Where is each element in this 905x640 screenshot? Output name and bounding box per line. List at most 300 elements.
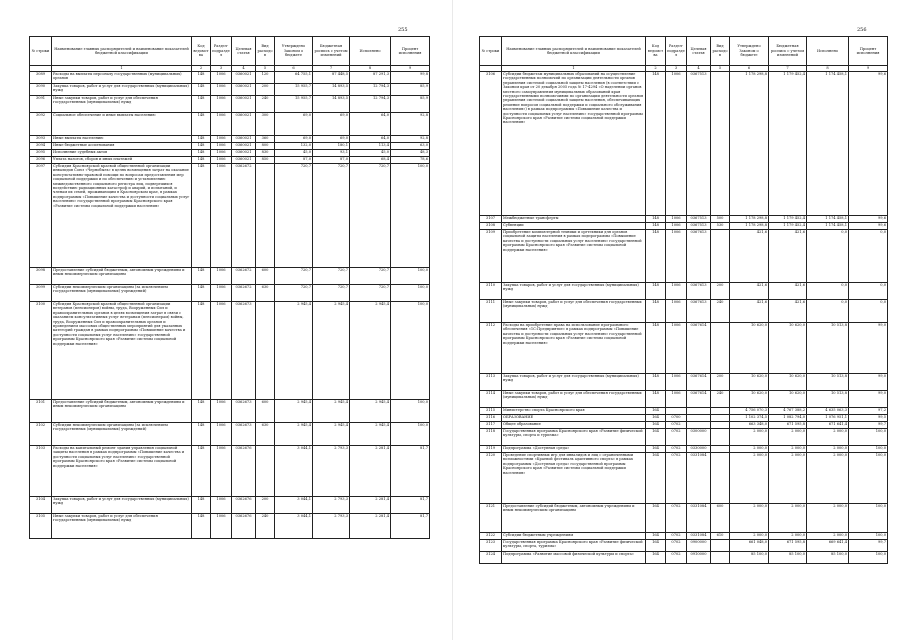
page-number: 255	[398, 27, 408, 33]
execution-percent: 0,0	[849, 230, 888, 283]
budget-list-amount: 1 179 452,4	[769, 72, 807, 216]
header-cell: Вид расходов	[711, 37, 730, 66]
header-cell: Исполнено	[350, 37, 391, 66]
column-number: 6	[730, 66, 769, 72]
table-row	[480, 422, 888, 429]
budget-list-amount: 1 082 794,0	[769, 415, 807, 422]
ministry-code: 148	[192, 143, 211, 150]
execution-percent: 81,7	[391, 514, 430, 539]
execution-percent: 99,6	[849, 216, 888, 223]
execution-percent: 100,0	[849, 446, 888, 453]
target-article: 0910000	[687, 552, 711, 564]
budget-list-amount: 720,7	[313, 285, 350, 302]
approved-amount: 3 044,1	[275, 514, 313, 539]
execution-percent: 99,8	[391, 72, 430, 84]
executed-amount: 2 945,4	[350, 423, 391, 446]
item-name: Предоставление субсидий бюджетным, автономным учреждениям и иным некоммерческим организациям	[52, 400, 192, 423]
item-name: Расходы на выплаты персоналу государственных (муниципальных) органов	[52, 72, 192, 84]
row-number: 3118	[480, 429, 502, 446]
table-row	[480, 429, 888, 446]
expense-type: 600	[711, 504, 730, 533]
executed-amount: 2 945,4	[350, 400, 391, 423]
item-name: Закупка товаров, работ и услуг для государственных (муниципальных) нужд	[52, 84, 192, 96]
row-number: 3111	[480, 300, 502, 323]
ministry-code: 148	[192, 400, 211, 423]
executed-amount: 1 174 458,1	[807, 216, 849, 223]
ministry-code: 148	[646, 230, 666, 283]
item-name: Субсидии некоммерческим организациям (за исключением государственных (муниципальных) учреждений)	[52, 285, 192, 302]
row-number: 3105	[30, 514, 52, 539]
target-article: 0330000	[687, 446, 711, 453]
target-article: 0331084	[687, 453, 711, 504]
row-number: 3109	[480, 230, 502, 283]
header-cell: Наименование главных распорядителей и наименование показателей бюджетной классификации	[52, 37, 192, 66]
table-body	[480, 72, 888, 564]
ministry-code: 148	[192, 268, 211, 285]
execution-percent: 81,7	[391, 497, 430, 514]
ministry-code: 148	[646, 216, 666, 223]
expense-type: 240	[256, 514, 275, 539]
budget-list-amount: 93,1	[313, 150, 350, 157]
table-row	[480, 415, 888, 422]
section-code: 1006	[211, 136, 232, 143]
table-row	[30, 400, 430, 423]
executed-amount: 1 076 951,1	[807, 415, 849, 422]
table-row	[30, 285, 430, 302]
row-number: 3094	[30, 143, 52, 150]
section-code: 0702	[666, 504, 687, 533]
expense-type: 630	[256, 423, 275, 446]
budget-list-amount: 2 793,3	[313, 446, 350, 497]
target-article: 0362672	[232, 268, 256, 285]
column-number: 1	[502, 66, 646, 72]
section-code: 0702	[666, 453, 687, 504]
target-article: 0367614	[687, 374, 711, 391]
target-article: 0367614	[687, 391, 711, 408]
row-number: 3107	[480, 216, 502, 223]
execution-percent: 100,0	[849, 429, 888, 446]
ministry-code: 148	[646, 72, 666, 216]
execution-percent: 99,0	[849, 323, 888, 374]
table-row	[30, 113, 430, 136]
section-code: 1006	[666, 72, 687, 216]
ministry-code: 148	[192, 136, 211, 143]
page-left	[0, 0, 452, 640]
column-number: 4	[687, 66, 711, 72]
executed-amount: 10 513,8	[807, 374, 849, 391]
ministry-code: 164	[646, 422, 666, 429]
ministry-code: 148	[192, 164, 211, 268]
page-number: 256	[857, 27, 867, 33]
item-name: Иные бюджетные ассигнования	[52, 143, 192, 150]
approved-amount: 2 000,0	[730, 533, 769, 540]
executed-amount: 2 000,0	[807, 533, 849, 540]
budget-list-amount: 2 793,3	[313, 497, 350, 514]
row-number: 3102	[30, 423, 52, 446]
column-number: 4	[232, 66, 256, 72]
item-name: Предоставление субсидий бюджетным, автономным учреждениям и иным некоммерческим организациям	[52, 268, 192, 285]
budget-list-amount: 69,0	[313, 113, 350, 136]
column-number: 8	[350, 66, 391, 72]
column-number: 5	[711, 66, 730, 72]
header-cell: Бюджетная роспись с учетом изменений	[313, 37, 350, 66]
expense-type	[256, 302, 275, 400]
executed-amount: 45,0	[350, 150, 391, 157]
column-number: 3	[666, 66, 687, 72]
row-number: 3095	[30, 150, 52, 157]
row-number: 3092	[30, 113, 52, 136]
expense-type: 800	[256, 143, 275, 150]
table-row	[480, 453, 888, 504]
approved-amount: 720,7	[275, 285, 313, 302]
item-name: Субвенции	[502, 223, 646, 230]
expense-type	[711, 323, 730, 374]
table-row	[30, 268, 430, 285]
approved-amount: 45,0	[275, 150, 313, 157]
row-number: 3116	[480, 415, 502, 422]
approved-amount: 10 620,0	[730, 323, 769, 374]
header-cell: Процент исполнения	[391, 37, 430, 66]
header-cell: Утверждено Законом о бюджете	[275, 37, 313, 66]
executed-amount: 113,4	[350, 143, 391, 150]
section-code: 1006	[211, 446, 232, 497]
budget-list-amount: 2 000,0	[769, 446, 807, 453]
execution-percent: 100,0	[391, 302, 430, 400]
ministry-code: 164	[646, 552, 666, 564]
column-number: 1	[52, 66, 192, 72]
execution-percent: 99,7	[849, 422, 888, 429]
executed-amount: 68,4	[350, 157, 391, 164]
section-code: 1006	[211, 285, 232, 302]
table-row	[480, 391, 888, 408]
row-number: 3108	[480, 223, 502, 230]
budget-list-amount: 14 893,5	[313, 96, 350, 113]
row-number: 3119	[480, 446, 502, 453]
table-row	[480, 223, 888, 230]
expense-type	[711, 422, 730, 429]
item-name: Иные выплаты населению	[52, 136, 192, 143]
row-number: 3104	[30, 497, 52, 514]
expense-type	[711, 429, 730, 446]
target-article: 0362676	[232, 497, 256, 514]
target-article: 0300000	[687, 429, 711, 446]
row-number: 3099	[30, 285, 52, 302]
item-name: Закупка товаров, работ и услуг для государственных (муниципальных) нужд	[502, 283, 646, 300]
expense-type: 360	[256, 136, 275, 143]
column-number: 3	[211, 66, 232, 72]
executed-amount: 64,0	[350, 136, 391, 143]
target-article	[687, 422, 711, 429]
target-article: 0362673	[232, 302, 256, 400]
row-number: 3113	[480, 374, 502, 391]
table-row	[30, 446, 430, 497]
section-code: 1006	[211, 302, 232, 400]
row-number: 3115	[480, 408, 502, 415]
row-number: 3106	[480, 72, 502, 216]
approved-amount: 15 955,7	[275, 84, 313, 96]
budget-table	[29, 36, 430, 539]
section-code: 1006	[211, 157, 232, 164]
expense-type: 240	[256, 96, 275, 113]
ministry-code: 148	[646, 283, 666, 300]
execution-percent: 99,0	[849, 374, 888, 391]
table-row	[480, 230, 888, 283]
ministry-code: 148	[646, 323, 666, 374]
expense-type: 850	[256, 157, 275, 164]
table-header	[480, 37, 888, 72]
column-number: 6	[275, 66, 313, 72]
table-row	[30, 164, 430, 268]
target-article: 0362673	[232, 423, 256, 446]
section-code: 1006	[666, 374, 687, 391]
ministry-code: 148	[192, 96, 211, 113]
executed-amount: 10 513,8	[807, 391, 849, 408]
row-number: 3089	[30, 72, 52, 84]
expense-type: 610	[711, 533, 730, 540]
target-article: 0331084	[687, 504, 711, 533]
expense-type: 200	[256, 84, 275, 96]
table-row	[480, 446, 888, 453]
section-code: 0702	[666, 540, 687, 552]
execution-percent: 63,0	[391, 143, 430, 150]
ministry-code: 164	[646, 540, 666, 552]
approved-amount: 421,6	[730, 300, 769, 323]
budget-list-amount: 4 767 388,2	[769, 408, 807, 415]
target-article: 0360021	[232, 72, 256, 84]
target-article: 0360021	[232, 157, 256, 164]
executed-amount: 2 000,0	[807, 453, 849, 504]
header-cell: № строки	[480, 37, 502, 66]
row-number: 3117	[480, 422, 502, 429]
executed-amount: 669 641,4	[807, 540, 849, 552]
budget-list-amount: 421,6	[769, 300, 807, 323]
execution-percent: 48,3	[391, 150, 430, 157]
executed-amount: 720,7	[350, 164, 391, 268]
section-code: 1006	[666, 216, 687, 223]
header-cell: Код ведомства	[192, 37, 211, 66]
table-row	[30, 514, 430, 539]
item-name: Иные закупки товаров, работ и услуг для обеспечения государственных (муниципальных) нужд	[52, 96, 192, 113]
section-code: 0702	[666, 552, 687, 564]
budget-list-amount: 671 595,8	[769, 540, 807, 552]
row-number: 3090	[30, 84, 52, 96]
expense-type	[711, 540, 730, 552]
budget-list-amount: 85 100,0	[769, 552, 807, 564]
item-name: Исполнение судебных актов	[52, 150, 192, 157]
item-name: Приобретение компьютерной техники и оргтехники для органов социальной защиты населения в рамках подпрограммы «Повышение качества и доступности социальных услуг населению» государственной программы Красноярского края «Развитие системы социальной поддержки населения»	[502, 230, 646, 283]
approved-amount: 87,0	[275, 157, 313, 164]
item-name: Подпрограмма «Доступная среда»	[502, 446, 646, 453]
budget-list-amount: 14 893,5	[313, 84, 350, 96]
target-article: 0360021	[232, 136, 256, 143]
expense-type	[711, 415, 730, 422]
ministry-code: 148	[192, 150, 211, 157]
item-name: Иные закупки товаров, работ и услуг для обеспечения государственных (муниципальных) нужд	[502, 300, 646, 323]
table-row	[480, 283, 888, 300]
header-cell: Вид расходов	[256, 37, 275, 66]
executed-amount: 1 174 458,1	[807, 72, 849, 216]
executed-amount: 0,0	[807, 230, 849, 283]
executed-amount: 0,0	[807, 283, 849, 300]
ministry-code: 148	[192, 157, 211, 164]
table-row	[480, 533, 888, 540]
target-article: 0367614	[687, 323, 711, 374]
executed-amount: 1 174 458,1	[807, 223, 849, 230]
column-number: 9	[849, 66, 888, 72]
target-article: 0360021	[232, 113, 256, 136]
section-code: 1006	[211, 84, 232, 96]
budget-list-amount: 10 620,0	[769, 374, 807, 391]
section-code: 1006	[211, 150, 232, 157]
item-name: Расходы на приобретение права на использование программного обеспечения «1С:Предприятие» в рамках подпрограммы «Повышение качества и доступности социальных услуг населению» государственной программы Красноярского края «Развитие системы социальной поддержки населения»	[502, 323, 646, 374]
section-code: 1006	[211, 268, 232, 285]
item-name: Государственная программа Красноярского края «Развитие физической культуры, спорта и туризма»	[502, 429, 646, 446]
execution-percent: 99,7	[849, 540, 888, 552]
section-code: 1006	[211, 423, 232, 446]
table-row	[480, 300, 888, 323]
item-name: Закупка товаров, работ и услуг для государственных (муниципальных) нужд	[502, 374, 646, 391]
ministry-code: 148	[192, 423, 211, 446]
budget-list-amount: 720,7	[313, 268, 350, 285]
header-cell: Наименование главных распорядителей и наименование показателей бюджетной классификации	[502, 37, 646, 66]
approved-amount: 1 178 298,8	[730, 223, 769, 230]
approved-amount: 10 620,0	[730, 374, 769, 391]
table-row	[480, 216, 888, 223]
target-article: 0362672	[232, 285, 256, 302]
budget-list-amount: 2 000,0	[769, 453, 807, 504]
section-code: 1006	[666, 230, 687, 283]
header-cell: Раздел-подраздел	[666, 37, 687, 66]
approved-amount: 4 756 070,3	[730, 408, 769, 415]
executed-amount: 2 000,0	[807, 429, 849, 446]
expense-type: 500	[711, 216, 730, 223]
ministry-code: 164	[646, 415, 666, 422]
section-code: 0702	[666, 429, 687, 446]
execution-percent: 78,6	[391, 157, 430, 164]
target-article: 0360021	[232, 96, 256, 113]
budget-list-amount: 2 945,4	[313, 400, 350, 423]
approved-amount: 2 000,0	[730, 453, 769, 504]
execution-percent: 81,7	[391, 446, 430, 497]
table-row	[480, 72, 888, 216]
row-number: 3097	[30, 164, 52, 268]
approved-amount: 2 000,0	[730, 504, 769, 533]
approved-amount: 69,0	[275, 113, 313, 136]
expense-type	[711, 408, 730, 415]
budget-list-amount: 87,0	[313, 157, 350, 164]
executed-amount: 2 945,4	[350, 302, 391, 400]
expense-type: 240	[711, 300, 730, 323]
item-name: Межбюджетные трансферты	[502, 216, 646, 223]
item-name: Уплата налогов, сборов и иных платежей	[52, 157, 192, 164]
table-row	[30, 143, 430, 150]
executed-amount: 64,0	[350, 113, 391, 136]
execution-percent: 100,0	[849, 504, 888, 533]
execution-percent: 85,9	[391, 84, 430, 96]
table-row	[30, 150, 430, 157]
budget-list-amount: 87 448,5	[313, 72, 350, 84]
ministry-code: 164	[646, 504, 666, 533]
item-name: Субсидии некоммерческим организациям (за исключением государственных (муниципальных) учреждений)	[52, 423, 192, 446]
budget-list-amount: 180,1	[313, 143, 350, 150]
executed-amount: 2 000,0	[807, 504, 849, 533]
table-body	[30, 72, 430, 539]
target-article: 0362673	[232, 400, 256, 423]
ministry-code: 148	[646, 300, 666, 323]
table-row	[480, 408, 888, 415]
ministry-code: 164	[646, 453, 666, 504]
header-row	[30, 37, 430, 66]
budget-list-amount: 720,7	[313, 164, 350, 268]
page-right	[453, 0, 905, 640]
execution-percent: 100,0	[391, 285, 430, 302]
table-row	[30, 157, 430, 164]
expense-type: 200	[256, 497, 275, 514]
approved-amount: 2 000,0	[730, 429, 769, 446]
table-row	[480, 552, 888, 564]
section-code: 1006	[211, 113, 232, 136]
execution-percent: 100,0	[849, 533, 888, 540]
budget-list-amount: 2 945,4	[313, 302, 350, 400]
ministry-code: 148	[192, 72, 211, 84]
approved-amount: 1 102 374,5	[730, 415, 769, 422]
row-number: 3096	[30, 157, 52, 164]
table-row	[30, 497, 430, 514]
table-row	[30, 72, 430, 84]
column-number: 8	[807, 66, 849, 72]
ministry-code: 164	[646, 533, 666, 540]
row-number: 3124	[480, 552, 502, 564]
ministry-code: 164	[646, 429, 666, 446]
budget-list-amount: 2 793,3	[313, 514, 350, 539]
expense-type: 200	[711, 283, 730, 300]
expense-type	[256, 164, 275, 268]
target-article: 0367513	[687, 216, 711, 223]
budget-list-amount: 10 620,0	[769, 391, 807, 408]
section-code: 1006	[211, 143, 232, 150]
item-name: Подпрограмма «Развитие массовой физической культуры и спорта»	[502, 552, 646, 564]
target-article: 0367513	[687, 72, 711, 216]
execution-percent: 0,0	[849, 300, 888, 323]
budget-table	[479, 36, 888, 564]
row-number: 3110	[480, 283, 502, 300]
ministry-code: 148	[192, 285, 211, 302]
row-number: 3103	[30, 446, 52, 497]
executed-amount: 2 281,4	[350, 446, 391, 497]
expense-type: 120	[256, 72, 275, 84]
target-article: 0331084	[687, 533, 711, 540]
target-article: 0367613	[687, 300, 711, 323]
ministry-code: 148	[192, 446, 211, 497]
expense-type	[711, 453, 730, 504]
execution-percent: 97,2	[849, 408, 888, 415]
section-code: 1006	[211, 400, 232, 423]
section-code: 1006	[211, 72, 232, 84]
table-header	[30, 37, 430, 72]
section-code: 1006	[666, 283, 687, 300]
approved-amount: 15 955,7	[275, 96, 313, 113]
item-name: Министерство спорта Красноярского края	[502, 408, 646, 415]
item-name: Закупка товаров, работ и услуг для государственных (муниципальных) нужд	[52, 497, 192, 514]
expense-type	[256, 446, 275, 497]
section-code: 1006	[666, 323, 687, 374]
item-name: Субсидия Красноярской краевой общественной организации инвалидов Союз «Чернобыль» в целях возмещения затрат на оказание консультативно-правовой помощи по вопросам предоставления мер социальной поддержки и по обеспечению и установлению межведомственного социального регистра лиц, подвергшихся воздействию радиационных катастроф и аварий, и испытаний, и членам их семей, проживающим в Красноярском крае, в рамках подпрограммы «Повышение качества и доступности социальных услуг населению» государственной программы Красноярского края «Развитие системы социальной поддержки населения»	[52, 164, 192, 268]
section-code: 0700	[666, 415, 687, 422]
expense-type: 630	[256, 285, 275, 302]
column-number: 7	[313, 66, 350, 72]
approved-amount: 3 044,1	[275, 446, 313, 497]
item-name: Проведение спортивных игр для инвалидов и лиц с ограниченными возможностями «Краевой фестиваль адаптивного спорта» в рамках подпрограммы «Доступная среда» государственной программы Красноярского края «Развитие системы социальной поддержки населения»	[502, 453, 646, 504]
